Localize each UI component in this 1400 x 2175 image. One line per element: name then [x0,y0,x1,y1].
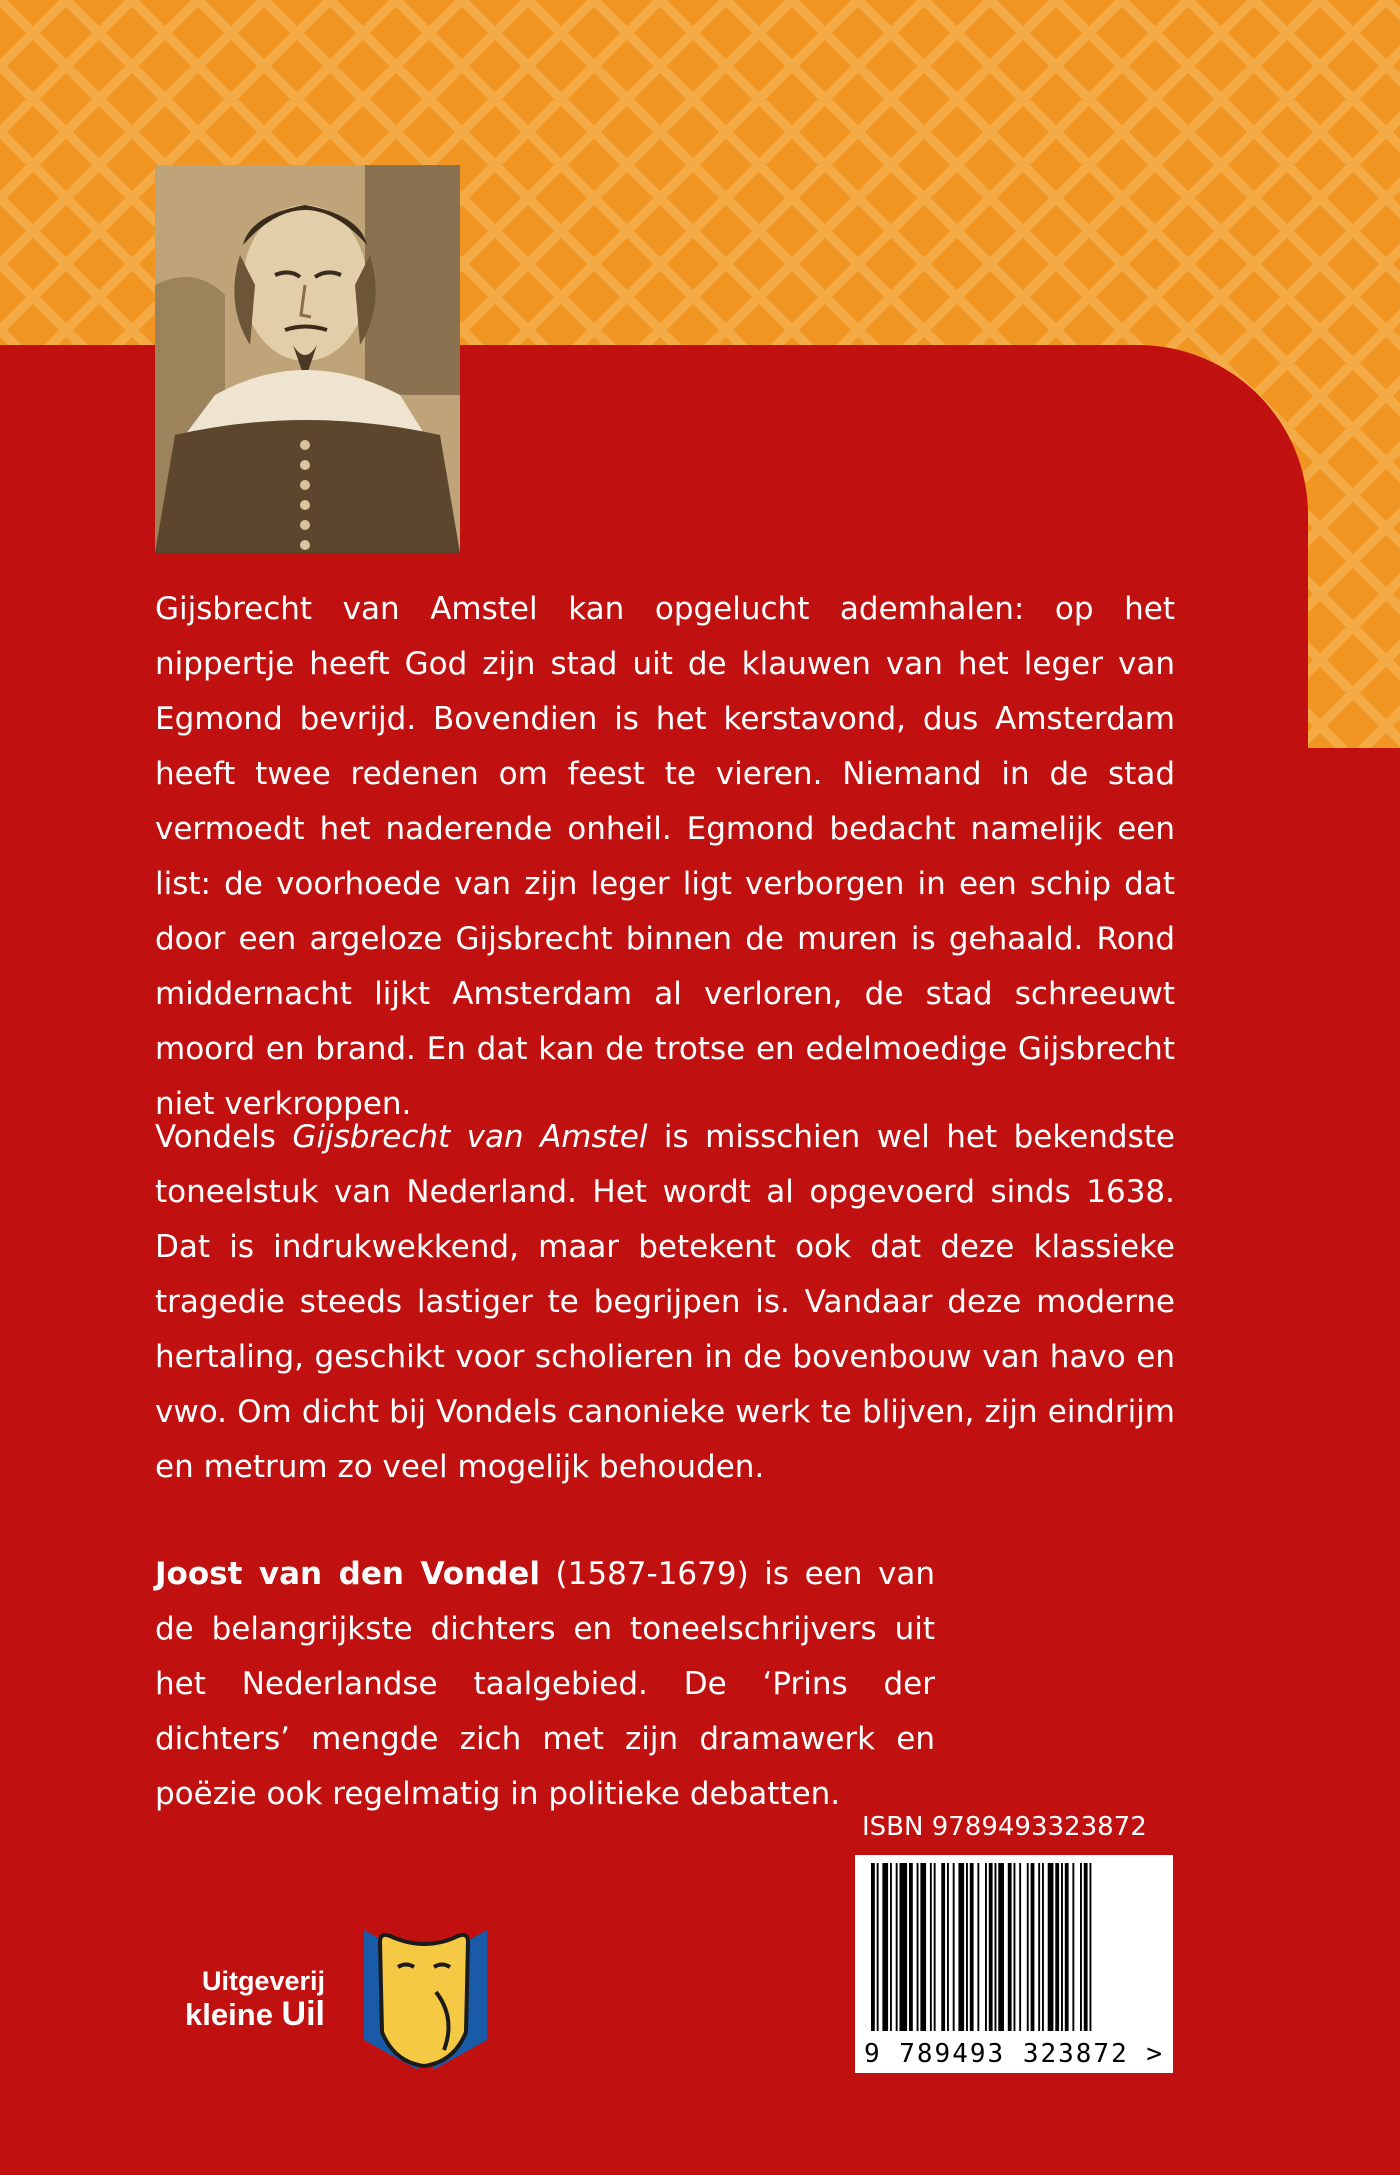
play-title: Gijsbrecht van Amstel [292,1119,648,1155]
barcode-bar [890,1863,892,2031]
barcode-bar [985,1863,987,2031]
barcode-bar [970,1863,974,2031]
barcode-bar [1008,1863,1012,2031]
publisher-line2b: Uil [281,1995,325,2033]
barcode-bar [896,1863,898,2031]
blurb-paragraph [155,582,1175,1132]
barcode-bar [966,1863,968,2031]
about-paragraph [155,1110,1175,1495]
barcode-bar [882,1863,888,2031]
bio-text [155,1547,935,1822]
barcode-bar [1027,1863,1029,2031]
barcode-bar [871,1863,875,2031]
barcode-bar [1061,1863,1063,2031]
about-text [155,1110,1175,1495]
author-name: Joost van den Vondel [155,1556,540,1592]
barcode-bar [1038,1863,1040,2031]
barcode-bar [934,1863,936,2031]
barcode-bar [877,1863,879,2031]
publisher-line1: Uitgeverij [201,1966,325,1996]
barcode-bar [1031,1863,1035,2031]
barcode-bar [1014,1863,1016,2031]
isbn-label: ISBN 9789493323872 [862,1812,1147,1842]
barcode-digits: 9 789493 323872 > [863,2039,1165,2069]
bio-rest: (1587-1679) is een van de belangrijkste dichters en toneelschrijvers uit het Nederlandse taalgebied. De ‘Prins der dichters’ mengde zich met zijn dramawerk en poëzie ook regelmatig in politieke debatten. [155,1556,935,1812]
barcode-bars [855,1855,1173,2035]
barcode-bar [900,1863,908,2031]
barcode-bar [1019,1863,1021,2031]
publisher-line2a: kleine [185,1997,282,2032]
barcode-bar [909,1863,913,2031]
barcode-bar [1065,1863,1069,2031]
barcode-bar [1055,1863,1059,2031]
author-portrait [155,165,460,553]
barcode-bar [958,1863,964,2031]
barcode-bar [1042,1863,1044,2031]
barcode-bar [998,1863,1004,2031]
barcode-bar [930,1863,932,2031]
about-rest: is misschien wel het bekendste toneelstuk van Nederland. Het wordt al opgevoerd sinds 1638. Dat is indrukwekkend, maar betekent ook dat deze klassieke tragedie steeds lastiger te begrijpen is. Vandaar deze moderne hertaling, geschikt voor scholieren in de bovenbouw van havo en vwo. Om dicht bij Vondels canonieke werk te blijven, zijn eindrijm en metrum zo veel mogelijk behouden. [155,1119,1175,1485]
barcode-bar [1084,1863,1088,2031]
barcode-bar [947,1863,949,2031]
author-bio [155,1547,935,1822]
publisher-logo-text [160,1965,325,2032]
barcode [855,1855,1173,2073]
barcode-bar [1090,1863,1092,2031]
barcode-bar [917,1863,919,2031]
barcode-bar [920,1863,926,2031]
barcode-bar [989,1863,993,2031]
about-prefix: Vondels [155,1119,293,1155]
barcode-bar [941,1863,945,2031]
barcode-bar [995,1863,997,2031]
barcode-bar [953,1863,955,2031]
blurb-text: Gijsbrecht van Amstel kan opgelucht ademhalen: op het nippertje heeft God zijn stad uit de klauwen van het leger van Egmond bevrijd. Bovendien is het kerstavond, dus Amsterdam heeft twee redenen om feest te vieren. Niemand in de stad vermoedt het naderende onheil. Egmond bedacht namelijk een list: de voorhoede van zijn leger ligt verborgen in een schip dat door een argeloze Gijsbrecht binnen de muren is gehaald. Rond middernacht lijkt Amsterdam al verloren, de stad schreeuwt moord en brand. En dat kan de trotse en edelmoedige Gijsbrecht niet verkroppen. [155,591,1175,1122]
owl-book-logo-icon [358,1922,493,2072]
barcode-bar [1072,1863,1074,2031]
barcode-bar [1048,1863,1054,2031]
publisher-line2 [160,1997,325,2032]
barcode-bar [1080,1863,1082,2031]
barcode-bar [977,1863,979,2031]
